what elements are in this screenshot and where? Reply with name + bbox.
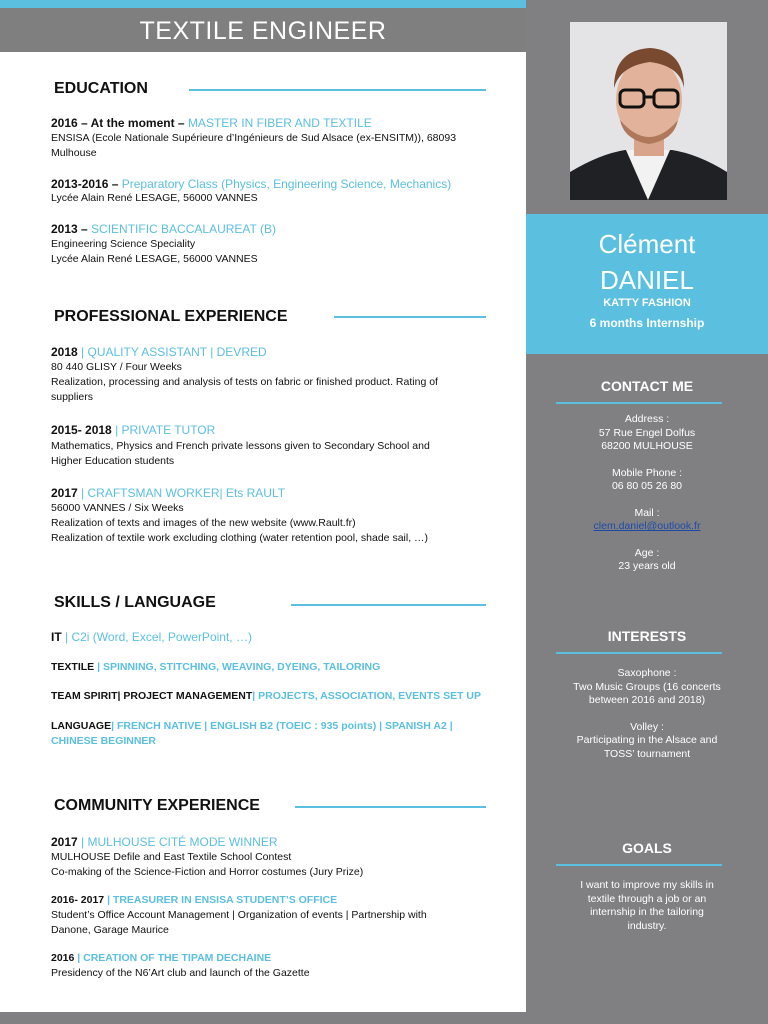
community-item-1-title xyxy=(51,835,278,849)
experience-item-1-details xyxy=(51,360,503,405)
community-heading: COMMUNITY EXPERIENCE xyxy=(54,797,260,814)
experience-item-1-role: | QUALITY ASSISTANT | DEVRED xyxy=(81,345,267,359)
experience-item-3-line-2: Realization of texts and images of the new website (www.Rault.fr) xyxy=(51,517,356,529)
skill-textile xyxy=(51,660,503,675)
page-title: TEXTILE ENGINEER xyxy=(0,8,526,52)
experience-item-1-line-2: Realization, processing and analysis of tests on fabric or finished product. Rating of xyxy=(51,376,438,388)
community-item-2-date: 2016- 2017 xyxy=(51,894,108,906)
interest-2-title: Volley : xyxy=(630,720,664,733)
experience-item-3-date: 2017 xyxy=(51,486,82,500)
experience-divider xyxy=(334,316,486,318)
address-line-2: 68200 MULHOUSE xyxy=(601,440,693,452)
community-item-1-line-2: Co-making of the Science-Fiction and Horror costumes (Jury Prize) xyxy=(51,866,364,878)
skill-language-value-2: CHINESE BEGINNER xyxy=(51,735,157,747)
goals-divider xyxy=(556,864,722,866)
experience-item-1-line-1: 80 440 GLISY / Four Weeks xyxy=(51,361,182,373)
experience-item-1-line-3: suppliers xyxy=(51,391,94,403)
skills-divider xyxy=(291,604,486,606)
goals-heading: GOALS xyxy=(622,840,672,856)
interest-1-line-2: between 2016 and 2018) xyxy=(588,694,706,706)
education-item-3-title xyxy=(51,222,276,236)
goals-line-4: industry. xyxy=(627,919,667,932)
bottom-strip xyxy=(0,1012,526,1024)
community-item-2-details xyxy=(51,908,503,938)
interest-2-line-2: TOSS’ tournament xyxy=(603,747,691,760)
address-line-1: 57 Rue Engel Dolfus xyxy=(598,426,696,439)
profile-photo xyxy=(570,22,727,200)
education-item-1-title xyxy=(51,116,372,130)
skill-language-label: LANGUAGE xyxy=(51,720,112,732)
goals-line-3: internship in the tailoring xyxy=(590,906,704,918)
experience-item-3-line-1: 56000 VANNES / Six Weeks xyxy=(51,502,184,514)
top-accent-strip xyxy=(0,0,526,8)
experience-item-1-date: 2018 xyxy=(51,345,82,359)
experience-item-2-details xyxy=(51,439,503,469)
education-item-3-line-1: Engineering Science Speciality xyxy=(51,238,196,250)
company-name: KATTY FASHION xyxy=(603,297,691,309)
interests-heading: INTERESTS xyxy=(607,628,687,644)
skill-it xyxy=(51,630,252,644)
experience-item-3-title xyxy=(51,486,285,500)
interest-1-line-1: Two Music Groups (16 concerts xyxy=(573,680,721,693)
education-item-3-degree: SCIENTIFIC BACCALAUREAT (B) xyxy=(91,222,276,236)
experience-item-3-line-3: Realization of textile work excluding clothing (water retention pool, shade sail, …) xyxy=(51,532,429,544)
community-item-1-role: | MULHOUSE CITÉ MODE WINNER xyxy=(81,835,278,849)
education-item-2-line-1: Lycée Alain René LESAGE, 56000 VANNES xyxy=(51,192,258,204)
experience-item-2-role: | PRIVATE TUTOR xyxy=(115,423,216,437)
community-item-1-line-1: MULHOUSE Defile and East Textile School Contest xyxy=(51,851,292,863)
experience-item-1-title xyxy=(51,345,267,359)
contact-divider xyxy=(556,402,722,404)
age-value: 23 years old xyxy=(618,560,676,572)
experience-item-2-title xyxy=(51,423,215,437)
education-item-1-details xyxy=(51,131,503,161)
skill-it-label: IT xyxy=(51,630,65,644)
skill-it-value: | C2i (Word, Excel, PowerPoint, …) xyxy=(65,630,252,644)
education-item-1-date: 2016 – At the moment – xyxy=(51,116,188,130)
community-item-3-date: 2016 xyxy=(51,952,78,964)
education-item-2-details xyxy=(51,191,503,206)
community-item-3-line-1: Presidency of the N6’Art club and launch of the Gazette xyxy=(51,967,310,979)
interest-2-line-1: Participating in the Alsace and xyxy=(576,734,718,746)
experience-item-3-role: | CRAFTSMAN WORKER| Ets RAULT xyxy=(81,486,286,500)
experience-item-2-date: 2015- 2018 xyxy=(51,423,116,437)
community-item-3-title xyxy=(51,952,271,964)
goals-text xyxy=(526,879,768,933)
community-item-1-date: 2017 xyxy=(51,835,82,849)
community-item-2-role: | TREASURER IN ENSISA STUDENT’S OFFICE xyxy=(107,894,338,906)
education-heading: EDUCATION xyxy=(54,80,148,97)
experience-item-3-details xyxy=(51,501,503,546)
education-item-2-title xyxy=(51,177,451,191)
phone-label: Mobile Phone : xyxy=(611,466,683,479)
interests-divider xyxy=(556,652,722,654)
community-divider xyxy=(295,806,486,808)
skill-team xyxy=(51,689,503,704)
contact-details xyxy=(526,413,768,574)
skill-textile-label: TEXTILE xyxy=(51,661,98,673)
education-item-2-date: 2013-2016 – xyxy=(51,177,122,191)
education-item-1-line-1: ENSISA (Ecole Nationale Supérieure d’Ingénieurs de Sud Alsace (ex-ENSITM)), 68093 xyxy=(51,132,457,144)
email-link[interactable]: clem.daniel@outlook.fr xyxy=(593,520,701,532)
mail-label: Mail : xyxy=(634,506,660,519)
first-name: Clément xyxy=(598,229,696,259)
education-item-1-line-2: Mulhouse xyxy=(51,147,97,159)
contact-heading: CONTACT ME xyxy=(600,378,694,394)
name-block xyxy=(526,214,768,354)
skill-team-label: TEAM SPIRIT| PROJECT MANAGEMENT xyxy=(51,690,253,702)
education-item-3-line-2: Lycée Alain René LESAGE, 56000 VANNES xyxy=(51,253,258,265)
interest-1-title: Saxophone : xyxy=(617,667,677,679)
interests-list xyxy=(526,667,768,761)
phone-number: 06 80 05 26 80 xyxy=(611,480,683,492)
skill-language-value-1: | FRENCH NATIVE | ENGLISH B2 (TOEIC : 935 points) | SPANISH A2 | xyxy=(111,720,453,732)
portrait-image xyxy=(570,22,727,200)
community-item-3-role: | CREATION OF THE TIPAM DECHAINE xyxy=(77,952,272,964)
skill-team-value: | PROJECTS, ASSOCIATION, EVENTS SET UP xyxy=(252,690,482,702)
skill-textile-value: | SPINNING, STITCHING, WEAVING, DYEING, TAILORING xyxy=(97,661,381,673)
community-item-1-details xyxy=(51,850,503,880)
community-item-2-line-2: Danone, Garage Maurice xyxy=(51,924,169,936)
skills-heading: SKILLS / LANGUAGE xyxy=(54,594,216,611)
community-item-2-title xyxy=(51,894,337,906)
age-label: Age : xyxy=(634,546,660,559)
experience-item-2-line-2: Higher Education students xyxy=(51,455,175,467)
address-label: Address : xyxy=(624,413,670,425)
goals-line-1: I want to improve my skills in xyxy=(580,879,714,891)
education-divider xyxy=(189,89,486,91)
community-item-3-details xyxy=(51,966,503,981)
education-item-1-degree: MASTER IN FIBER AND TEXTILE xyxy=(187,116,372,130)
last-name: DANIEL xyxy=(600,265,694,295)
education-item-3-date: 2013 – xyxy=(51,222,92,236)
skill-language xyxy=(51,719,503,749)
education-item-3-details xyxy=(51,237,503,267)
position-label: 6 months Internship xyxy=(589,316,705,330)
goals-line-2: textile through a job or an xyxy=(587,892,707,905)
experience-item-2-line-1: Mathematics, Physics and French private lessons given to Secondary School and xyxy=(51,440,430,452)
education-item-2-degree: Preparatory Class (Physics, Engineering Science, Mechanics) xyxy=(121,177,452,191)
community-item-2-line-1: Student’s Office Account Management | Organization of events | Partnership with xyxy=(51,909,427,921)
experience-heading: PROFESSIONAL EXPERIENCE xyxy=(54,308,288,325)
